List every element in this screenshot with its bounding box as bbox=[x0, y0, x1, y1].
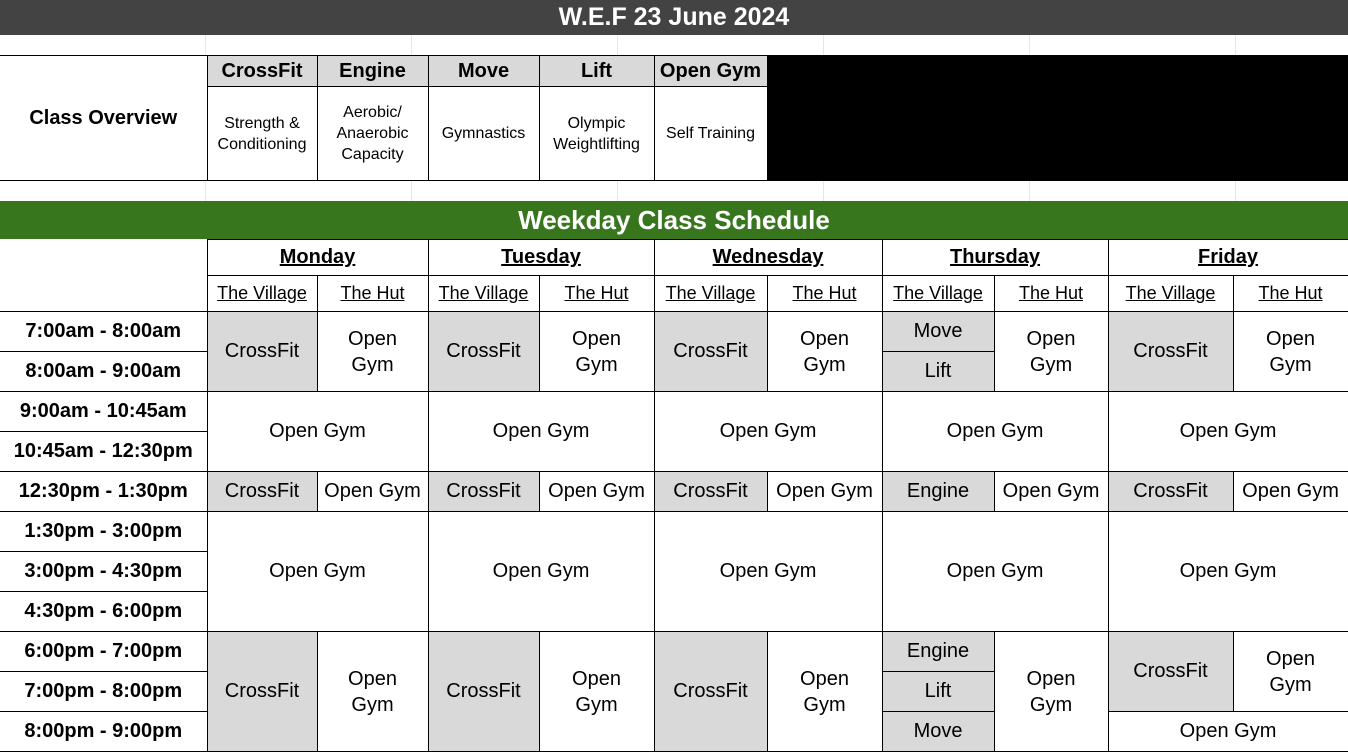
location-village: The Village bbox=[654, 276, 767, 312]
class-cell-open-gym: Open Gym bbox=[1233, 472, 1348, 512]
class-cell-lift: Lift bbox=[882, 352, 994, 392]
class-cell-move: Move bbox=[882, 312, 994, 352]
time-slot: 7:00pm - 8:00pm bbox=[0, 672, 207, 712]
class-cell-crossfit: CrossFit bbox=[1108, 472, 1233, 512]
class-cell-crossfit: CrossFit bbox=[1108, 312, 1233, 392]
schedule-corner bbox=[0, 240, 207, 312]
class-cell-open-gym: Open Gym bbox=[882, 512, 1108, 632]
class-desc-open-gym: Self Training bbox=[654, 87, 767, 181]
time-slot: 10:45am - 12:30pm bbox=[0, 432, 207, 472]
class-cell-open-gym: Open Gym bbox=[317, 632, 428, 752]
class-cell-open-gym: Open Gym bbox=[539, 632, 654, 752]
location-hut: The Hut bbox=[767, 276, 882, 312]
class-cell-crossfit: CrossFit bbox=[428, 312, 539, 392]
class-cell-engine: Engine bbox=[882, 632, 994, 672]
class-cell-open-gym: Open Gym bbox=[767, 312, 882, 392]
location-hut: The Hut bbox=[317, 276, 428, 312]
class-cell-open-gym: Open Gym bbox=[1108, 392, 1348, 472]
class-cell-open-gym: Open Gym bbox=[428, 512, 654, 632]
class-cell-open-gym: Open Gym bbox=[1108, 712, 1348, 752]
class-overview-label: Class Overview bbox=[0, 56, 207, 181]
spacer-row bbox=[0, 35, 1348, 55]
time-slot: 1:30pm - 3:00pm bbox=[0, 512, 207, 552]
class-cell-crossfit: CrossFit bbox=[1108, 632, 1233, 712]
page-title: W.E.F 23 June 2024 bbox=[0, 0, 1348, 35]
weekday-schedule-table bbox=[0, 239, 1348, 752]
time-slot: 7:00am - 8:00am bbox=[0, 312, 207, 352]
class-cell-lift: Lift bbox=[882, 672, 994, 712]
time-slot: 9:00am - 10:45am bbox=[0, 392, 207, 432]
class-name-engine: Engine bbox=[317, 56, 428, 87]
class-cell-crossfit: CrossFit bbox=[207, 632, 317, 752]
class-cell-open-gym: Open Gym bbox=[539, 312, 654, 392]
class-cell-crossfit: CrossFit bbox=[428, 632, 539, 752]
class-cell-open-gym: Open Gym bbox=[654, 512, 882, 632]
class-cell-crossfit: CrossFit bbox=[654, 312, 767, 392]
time-slot: 6:00pm - 7:00pm bbox=[0, 632, 207, 672]
class-cell-crossfit: CrossFit bbox=[654, 472, 767, 512]
day-friday: Friday bbox=[1108, 240, 1348, 276]
location-hut: The Hut bbox=[994, 276, 1108, 312]
class-cell-open-gym: Open Gym bbox=[207, 512, 428, 632]
class-desc-lift: Olympic Weightlifting bbox=[539, 87, 654, 181]
class-cell-open-gym: Open Gym bbox=[1233, 312, 1348, 392]
class-cell-crossfit: CrossFit bbox=[207, 472, 317, 512]
class-cell-open-gym: Open Gym bbox=[994, 472, 1108, 512]
location-hut: The Hut bbox=[1233, 276, 1348, 312]
time-slot: 8:00pm - 9:00pm bbox=[0, 712, 207, 752]
location-village: The Village bbox=[207, 276, 317, 312]
class-cell-open-gym: Open Gym bbox=[994, 312, 1108, 392]
class-cell-open-gym: Open Gym bbox=[428, 392, 654, 472]
spacer-row bbox=[0, 181, 1348, 201]
location-village: The Village bbox=[882, 276, 994, 312]
class-cell-open-gym: Open Gym bbox=[207, 392, 428, 472]
schedule-title: Weekday Class Schedule bbox=[0, 201, 1348, 239]
location-village: The Village bbox=[1108, 276, 1233, 312]
class-cell-crossfit: CrossFit bbox=[654, 632, 767, 752]
class-name-lift: Lift bbox=[539, 56, 654, 87]
class-desc-engine: Aerobic/ Anaerobic Capacity bbox=[317, 87, 428, 181]
class-cell-open-gym: Open Gym bbox=[994, 632, 1108, 752]
class-cell-open-gym: Open Gym bbox=[767, 472, 882, 512]
class-cell-open-gym: Open Gym bbox=[882, 392, 1108, 472]
redacted-block bbox=[767, 56, 1348, 181]
location-hut: The Hut bbox=[539, 276, 654, 312]
class-overview-table bbox=[0, 55, 1348, 181]
class-cell-open-gym: Open Gym bbox=[1108, 512, 1348, 632]
day-thursday: Thursday bbox=[882, 240, 1108, 276]
class-cell-crossfit: CrossFit bbox=[428, 472, 539, 512]
location-village: The Village bbox=[428, 276, 539, 312]
time-slot: 12:30pm - 1:30pm bbox=[0, 472, 207, 512]
class-cell-open-gym: Open Gym bbox=[317, 312, 428, 392]
class-cell-open-gym: Open Gym bbox=[767, 632, 882, 752]
class-cell-open-gym: Open Gym bbox=[539, 472, 654, 512]
day-monday: Monday bbox=[207, 240, 428, 276]
class-desc-move: Gymnastics bbox=[428, 87, 539, 181]
class-cell-engine: Engine bbox=[882, 472, 994, 512]
time-slot: 3:00pm - 4:30pm bbox=[0, 552, 207, 592]
class-cell-open-gym: Open Gym bbox=[654, 392, 882, 472]
time-slot: 4:30pm - 6:00pm bbox=[0, 592, 207, 632]
day-tuesday: Tuesday bbox=[428, 240, 654, 276]
class-cell-crossfit: CrossFit bbox=[207, 312, 317, 392]
class-cell-open-gym: Open Gym bbox=[1233, 632, 1348, 712]
class-name-move: Move bbox=[428, 56, 539, 87]
class-name-open-gym: Open Gym bbox=[654, 56, 767, 87]
class-desc-crossfit: Strength & Conditioning bbox=[207, 87, 317, 181]
class-cell-move: Move bbox=[882, 712, 994, 752]
day-wednesday: Wednesday bbox=[654, 240, 882, 276]
time-slot: 8:00am - 9:00am bbox=[0, 352, 207, 392]
class-name-crossfit: CrossFit bbox=[207, 56, 317, 87]
class-cell-open-gym: Open Gym bbox=[317, 472, 428, 512]
